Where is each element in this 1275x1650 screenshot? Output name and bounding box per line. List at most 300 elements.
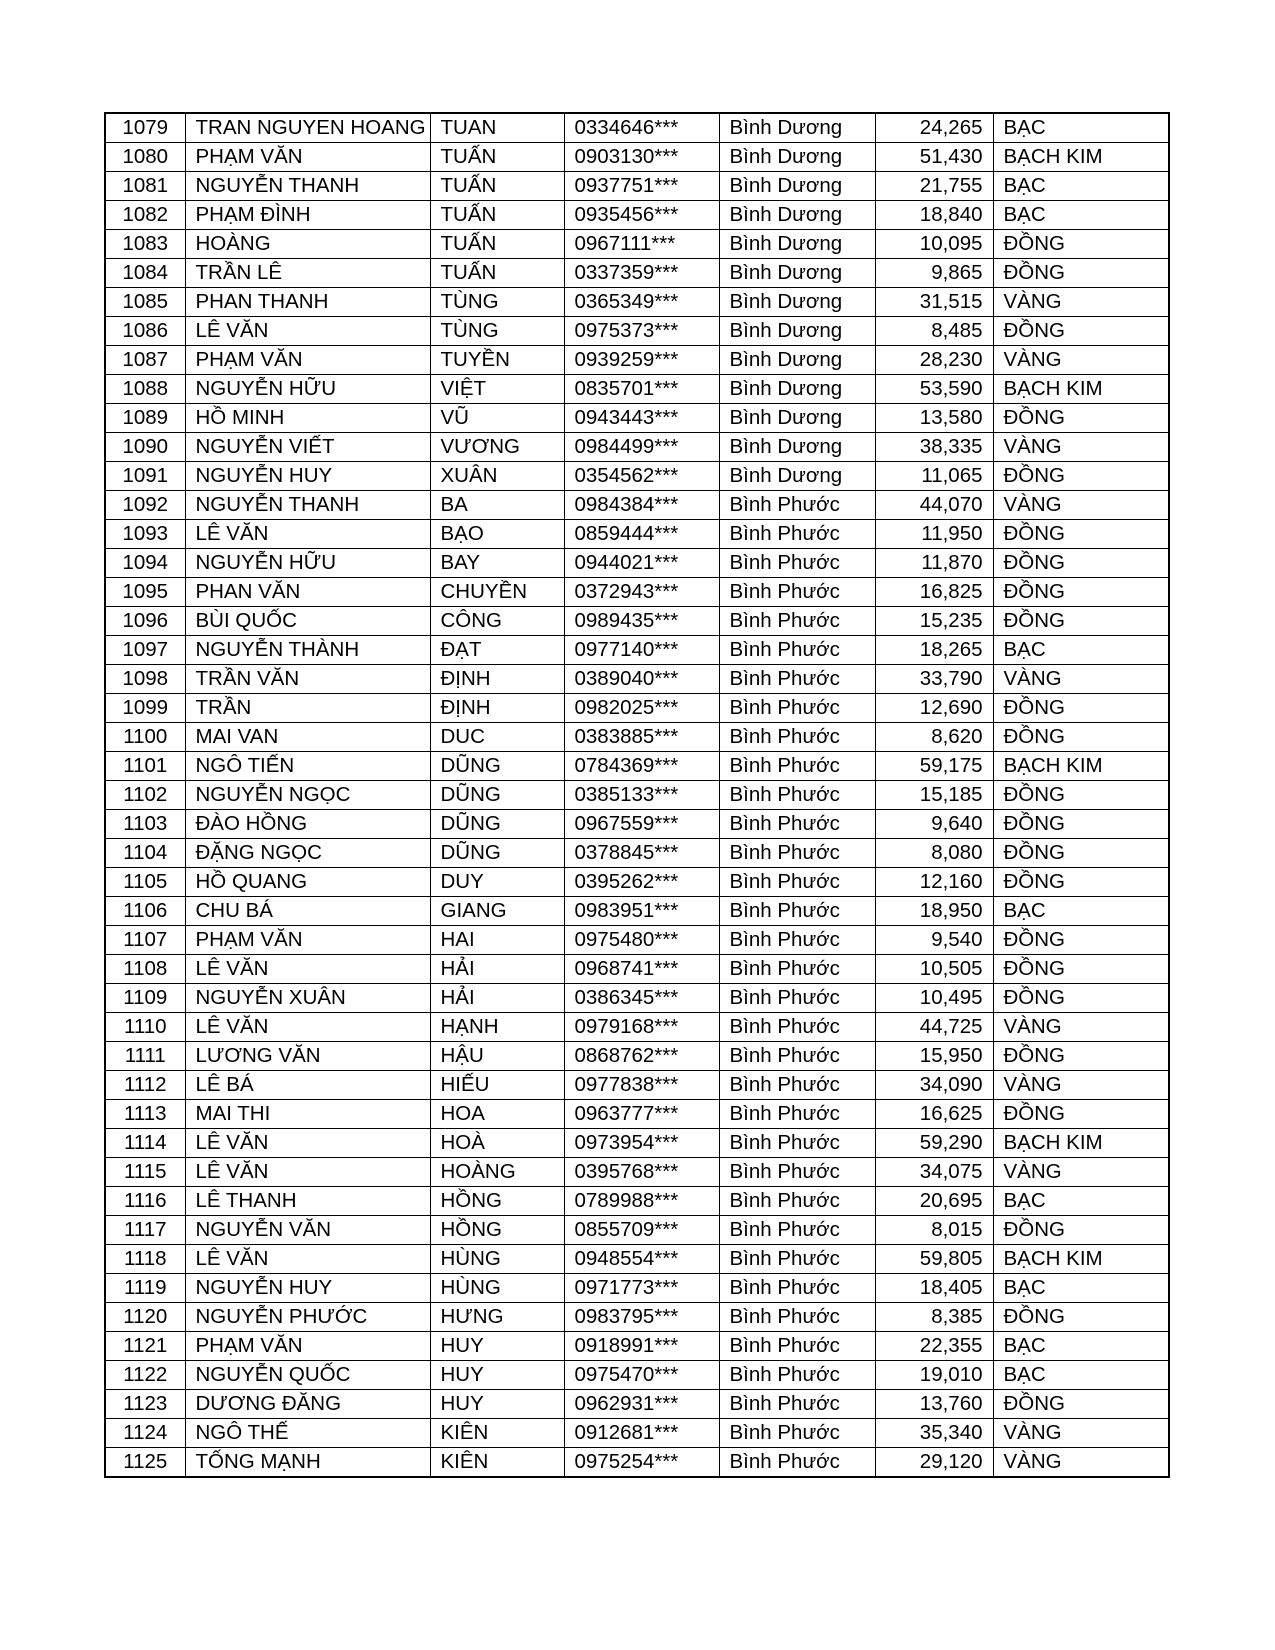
phone-cell: 0395262*** (564, 868, 719, 897)
row-number-cell: 1101 (105, 752, 185, 781)
row-number-cell: 1112 (105, 1071, 185, 1100)
given-name-cell: HẢI (430, 984, 564, 1013)
surname-cell: LÊ VĂN (185, 1245, 430, 1274)
points-cell: 12,160 (875, 868, 993, 897)
phone-cell: 0912681*** (564, 1419, 719, 1448)
surname-cell: NGÔ TIẾN (185, 752, 430, 781)
points-cell: 16,625 (875, 1100, 993, 1129)
phone-cell: 0935456*** (564, 201, 719, 230)
province-cell: Bình Phước (719, 723, 875, 752)
province-cell: Bình Phước (719, 926, 875, 955)
points-cell: 34,075 (875, 1158, 993, 1187)
phone-cell: 0943443*** (564, 404, 719, 433)
given-name-cell: HẠNH (430, 1013, 564, 1042)
row-number-cell: 1116 (105, 1187, 185, 1216)
table-row (105, 1274, 1169, 1303)
row-number-cell: 1100 (105, 723, 185, 752)
phone-cell: 0948554*** (564, 1245, 719, 1274)
points-cell: 44,070 (875, 491, 993, 520)
tier-cell: ĐỒNG (993, 694, 1169, 723)
surname-cell: LÊ VĂN (185, 1158, 430, 1187)
row-number-cell: 1120 (105, 1303, 185, 1332)
given-name-cell: KIÊN (430, 1419, 564, 1448)
table-row (105, 404, 1169, 433)
points-cell: 8,620 (875, 723, 993, 752)
given-name-cell: BA (430, 491, 564, 520)
phone-cell: 0859444*** (564, 520, 719, 549)
surname-cell: LÊ BÁ (185, 1071, 430, 1100)
points-cell: 18,840 (875, 201, 993, 230)
phone-cell: 0868762*** (564, 1042, 719, 1071)
row-number-cell: 1079 (105, 113, 185, 143)
phone-cell: 0977838*** (564, 1071, 719, 1100)
province-cell: Bình Dương (719, 288, 875, 317)
phone-cell: 0903130*** (564, 143, 719, 172)
surname-cell: NGUYỄN HỮU (185, 375, 430, 404)
phone-cell: 0395768*** (564, 1158, 719, 1187)
points-cell: 10,495 (875, 984, 993, 1013)
table-row (105, 636, 1169, 665)
surname-cell: NGUYỄN THANH (185, 172, 430, 201)
points-cell: 28,230 (875, 346, 993, 375)
province-cell: Bình Phước (719, 897, 875, 926)
table-row (105, 1419, 1169, 1448)
surname-cell: LÊ THANH (185, 1187, 430, 1216)
table-row (105, 1332, 1169, 1361)
row-number-cell: 1117 (105, 1216, 185, 1245)
table-row (105, 1245, 1169, 1274)
row-number-cell: 1124 (105, 1419, 185, 1448)
tier-cell: VÀNG (993, 288, 1169, 317)
given-name-cell: DŨNG (430, 752, 564, 781)
surname-cell: ĐÀO HỒNG (185, 810, 430, 839)
given-name-cell: HỒNG (430, 1216, 564, 1245)
points-cell: 15,950 (875, 1042, 993, 1071)
points-cell: 19,010 (875, 1361, 993, 1390)
phone-cell: 0983795*** (564, 1303, 719, 1332)
surname-cell: TỐNG MẠNH (185, 1448, 430, 1478)
points-cell: 16,825 (875, 578, 993, 607)
given-name-cell: DŨNG (430, 781, 564, 810)
given-name-cell: HÙNG (430, 1274, 564, 1303)
surname-cell: NGUYỄN THANH (185, 491, 430, 520)
tier-cell: ĐỒNG (993, 230, 1169, 259)
surname-cell: CHU BÁ (185, 897, 430, 926)
surname-cell: NGUYỄN HUY (185, 462, 430, 491)
tier-cell: VÀNG (993, 1013, 1169, 1042)
phone-cell: 0968741*** (564, 955, 719, 984)
points-cell: 18,265 (875, 636, 993, 665)
given-name-cell: HOA (430, 1100, 564, 1129)
points-cell: 31,515 (875, 288, 993, 317)
tier-cell: BẠCH KIM (993, 375, 1169, 404)
phone-cell: 0989435*** (564, 607, 719, 636)
points-cell: 15,185 (875, 781, 993, 810)
table-row (105, 1013, 1169, 1042)
table-row (105, 346, 1169, 375)
province-cell: Bình Phước (719, 955, 875, 984)
row-number-cell: 1108 (105, 955, 185, 984)
given-name-cell: TUAN (430, 113, 564, 143)
province-cell: Bình Dương (719, 404, 875, 433)
given-name-cell: TUẤN (430, 201, 564, 230)
province-cell: Bình Phước (719, 1448, 875, 1478)
surname-cell: NGUYỄN HỮU (185, 549, 430, 578)
given-name-cell: BẠO (430, 520, 564, 549)
table-row (105, 1303, 1169, 1332)
row-number-cell: 1106 (105, 897, 185, 926)
table-row (105, 1187, 1169, 1216)
given-name-cell: VŨ (430, 404, 564, 433)
given-name-cell: DUC (430, 723, 564, 752)
row-number-cell: 1109 (105, 984, 185, 1013)
given-name-cell: TUYỀN (430, 346, 564, 375)
row-number-cell: 1102 (105, 781, 185, 810)
surname-cell: PHẠM VĂN (185, 143, 430, 172)
province-cell: Bình Phước (719, 1042, 875, 1071)
tier-cell: BẠCH KIM (993, 1129, 1169, 1158)
given-name-cell: TUẤN (430, 172, 564, 201)
points-cell: 51,430 (875, 143, 993, 172)
province-cell: Bình Dương (719, 259, 875, 288)
row-number-cell: 1123 (105, 1390, 185, 1419)
table-row (105, 868, 1169, 897)
surname-cell: PHAN VĂN (185, 578, 430, 607)
given-name-cell: VƯƠNG (430, 433, 564, 462)
given-name-cell: HOÀ (430, 1129, 564, 1158)
row-number-cell: 1088 (105, 375, 185, 404)
tier-cell: ĐỒNG (993, 868, 1169, 897)
surname-cell: NGUYỄN NGỌC (185, 781, 430, 810)
points-cell: 8,015 (875, 1216, 993, 1245)
surname-cell: NGÔ THẾ (185, 1419, 430, 1448)
surname-cell: BÙI QUỐC (185, 607, 430, 636)
phone-cell: 0334646*** (564, 113, 719, 143)
province-cell: Bình Phước (719, 1129, 875, 1158)
surname-cell: LÊ VĂN (185, 955, 430, 984)
row-number-cell: 1089 (105, 404, 185, 433)
given-name-cell: HUY (430, 1332, 564, 1361)
surname-cell: TRAN NGUYEN HOANG (185, 113, 430, 143)
row-number-cell: 1118 (105, 1245, 185, 1274)
surname-cell: TRẦN LÊ (185, 259, 430, 288)
tier-cell: VÀNG (993, 346, 1169, 375)
province-cell: Bình Phước (719, 694, 875, 723)
table-row (105, 143, 1169, 172)
surname-cell: MAI VAN (185, 723, 430, 752)
province-cell: Bình Phước (719, 1158, 875, 1187)
given-name-cell: TUẤN (430, 143, 564, 172)
phone-cell: 0979168*** (564, 1013, 719, 1042)
phone-cell: 0971773*** (564, 1274, 719, 1303)
given-name-cell: HẬU (430, 1042, 564, 1071)
province-cell: Bình Phước (719, 491, 875, 520)
province-cell: Bình Phước (719, 1100, 875, 1129)
tier-cell: BẠC (993, 636, 1169, 665)
tier-cell: BẠCH KIM (993, 1245, 1169, 1274)
table-row (105, 810, 1169, 839)
surname-cell: TRẦN (185, 694, 430, 723)
given-name-cell: HIẾU (430, 1071, 564, 1100)
row-number-cell: 1094 (105, 549, 185, 578)
tier-cell: VÀNG (993, 491, 1169, 520)
table-row (105, 984, 1169, 1013)
province-cell: Bình Phước (719, 1274, 875, 1303)
given-name-cell: CHUYỀN (430, 578, 564, 607)
phone-cell: 0378845*** (564, 839, 719, 868)
table-row (105, 955, 1169, 984)
table-row (105, 259, 1169, 288)
province-cell: Bình Dương (719, 346, 875, 375)
province-cell: Bình Phước (719, 839, 875, 868)
tier-cell: VÀNG (993, 665, 1169, 694)
table-row (105, 607, 1169, 636)
surname-cell: PHẠM ĐÌNH (185, 201, 430, 230)
surname-cell: PHẠM VĂN (185, 1332, 430, 1361)
table-row (105, 172, 1169, 201)
given-name-cell: DŨNG (430, 810, 564, 839)
tier-cell: BẠC (993, 1187, 1169, 1216)
province-cell: Bình Dương (719, 317, 875, 346)
surname-cell: NGUYỄN PHƯỚC (185, 1303, 430, 1332)
phone-cell: 0385133*** (564, 781, 719, 810)
phone-cell: 0982025*** (564, 694, 719, 723)
points-cell: 12,690 (875, 694, 993, 723)
province-cell: Bình Phước (719, 520, 875, 549)
province-cell: Bình Dương (719, 172, 875, 201)
phone-cell: 0975373*** (564, 317, 719, 346)
table-row (105, 1100, 1169, 1129)
row-number-cell: 1095 (105, 578, 185, 607)
table-row (105, 375, 1169, 404)
points-cell: 15,235 (875, 607, 993, 636)
tier-cell: ĐỒNG (993, 1303, 1169, 1332)
phone-cell: 0944021*** (564, 549, 719, 578)
province-cell: Bình Phước (719, 810, 875, 839)
surname-cell: NGUYỄN THÀNH (185, 636, 430, 665)
phone-cell: 0984499*** (564, 433, 719, 462)
tier-cell: BẠC (993, 1361, 1169, 1390)
province-cell: Bình Phước (719, 1303, 875, 1332)
given-name-cell: TUẤN (430, 259, 564, 288)
tier-cell: ĐỒNG (993, 1216, 1169, 1245)
table-row (105, 549, 1169, 578)
surname-cell: NGUYỄN HUY (185, 1274, 430, 1303)
province-cell: Bình Phước (719, 1216, 875, 1245)
tier-cell: BẠCH KIM (993, 143, 1169, 172)
row-number-cell: 1085 (105, 288, 185, 317)
points-cell: 9,865 (875, 259, 993, 288)
points-cell: 34,090 (875, 1071, 993, 1100)
surname-cell: PHẠM VĂN (185, 346, 430, 375)
given-name-cell: DUY (430, 868, 564, 897)
points-cell: 35,340 (875, 1419, 993, 1448)
member-table (104, 112, 1170, 1478)
points-cell: 13,580 (875, 404, 993, 433)
table-row (105, 491, 1169, 520)
given-name-cell: HUY (430, 1361, 564, 1390)
phone-cell: 0383885*** (564, 723, 719, 752)
tier-cell: ĐỒNG (993, 984, 1169, 1013)
row-number-cell: 1121 (105, 1332, 185, 1361)
row-number-cell: 1113 (105, 1100, 185, 1129)
surname-cell: LƯƠNG VĂN (185, 1042, 430, 1071)
row-number-cell: 1096 (105, 607, 185, 636)
surname-cell: HOÀNG (185, 230, 430, 259)
phone-cell: 0939259*** (564, 346, 719, 375)
phone-cell: 0975470*** (564, 1361, 719, 1390)
given-name-cell: HOÀNG (430, 1158, 564, 1187)
table-row (105, 1390, 1169, 1419)
row-number-cell: 1107 (105, 926, 185, 955)
table-row (105, 897, 1169, 926)
given-name-cell: VIỆT (430, 375, 564, 404)
tier-cell: ĐỒNG (993, 781, 1169, 810)
province-cell: Bình Dương (719, 230, 875, 259)
province-cell: Bình Phước (719, 1419, 875, 1448)
province-cell: Bình Phước (719, 1390, 875, 1419)
surname-cell: PHAN THANH (185, 288, 430, 317)
row-number-cell: 1119 (105, 1274, 185, 1303)
province-cell: Bình Dương (719, 375, 875, 404)
points-cell: 18,950 (875, 897, 993, 926)
table-row (105, 1129, 1169, 1158)
row-number-cell: 1090 (105, 433, 185, 462)
province-cell: Bình Phước (719, 1013, 875, 1042)
document-page (104, 112, 1168, 1478)
table-row (105, 752, 1169, 781)
given-name-cell: GIANG (430, 897, 564, 926)
points-cell: 21,755 (875, 172, 993, 201)
province-cell: Bình Dương (719, 433, 875, 462)
points-cell: 33,790 (875, 665, 993, 694)
row-number-cell: 1080 (105, 143, 185, 172)
row-number-cell: 1105 (105, 868, 185, 897)
points-cell: 20,695 (875, 1187, 993, 1216)
phone-cell: 0973954*** (564, 1129, 719, 1158)
given-name-cell: DŨNG (430, 839, 564, 868)
phone-cell: 0372943*** (564, 578, 719, 607)
row-number-cell: 1098 (105, 665, 185, 694)
given-name-cell: HƯNG (430, 1303, 564, 1332)
points-cell: 18,405 (875, 1274, 993, 1303)
row-number-cell: 1103 (105, 810, 185, 839)
table-row (105, 694, 1169, 723)
phone-cell: 0365349*** (564, 288, 719, 317)
province-cell: Bình Phước (719, 549, 875, 578)
points-cell: 59,805 (875, 1245, 993, 1274)
points-cell: 44,725 (875, 1013, 993, 1042)
province-cell: Bình Phước (719, 1187, 875, 1216)
phone-cell: 0977140*** (564, 636, 719, 665)
tier-cell: BẠC (993, 897, 1169, 926)
tier-cell: ĐỒNG (993, 1100, 1169, 1129)
phone-cell: 0389040*** (564, 665, 719, 694)
province-cell: Bình Phước (719, 1332, 875, 1361)
tier-cell: VÀNG (993, 1419, 1169, 1448)
row-number-cell: 1084 (105, 259, 185, 288)
row-number-cell: 1097 (105, 636, 185, 665)
row-number-cell: 1081 (105, 172, 185, 201)
table-row (105, 665, 1169, 694)
points-cell: 53,590 (875, 375, 993, 404)
given-name-cell: TUẤN (430, 230, 564, 259)
province-cell: Bình Phước (719, 984, 875, 1013)
surname-cell: ĐẶNG NGỌC (185, 839, 430, 868)
phone-cell: 0918991*** (564, 1332, 719, 1361)
tier-cell: ĐỒNG (993, 607, 1169, 636)
phone-cell: 0784369*** (564, 752, 719, 781)
tier-cell: BẠC (993, 172, 1169, 201)
table-row (105, 926, 1169, 955)
tier-cell: ĐỒNG (993, 462, 1169, 491)
table-row (105, 230, 1169, 259)
points-cell: 9,540 (875, 926, 993, 955)
table-row (105, 1042, 1169, 1071)
given-name-cell: HUY (430, 1390, 564, 1419)
table-row (105, 723, 1169, 752)
points-cell: 10,505 (875, 955, 993, 984)
tier-cell: VÀNG (993, 433, 1169, 462)
surname-cell: DƯƠNG ĐĂNG (185, 1390, 430, 1419)
points-cell: 13,760 (875, 1390, 993, 1419)
tier-cell: BẠCH KIM (993, 752, 1169, 781)
points-cell: 11,950 (875, 520, 993, 549)
given-name-cell: CÔNG (430, 607, 564, 636)
phone-cell: 0789988*** (564, 1187, 719, 1216)
table-row (105, 1216, 1169, 1245)
surname-cell: NGUYỄN XUÂN (185, 984, 430, 1013)
tier-cell: ĐỒNG (993, 404, 1169, 433)
given-name-cell: HAI (430, 926, 564, 955)
phone-cell: 0984384*** (564, 491, 719, 520)
surname-cell: LÊ VĂN (185, 317, 430, 346)
tier-cell: ĐỒNG (993, 520, 1169, 549)
points-cell: 11,870 (875, 549, 993, 578)
row-number-cell: 1086 (105, 317, 185, 346)
province-cell: Bình Phước (719, 752, 875, 781)
table-row (105, 288, 1169, 317)
tier-cell: BẠC (993, 201, 1169, 230)
points-cell: 8,485 (875, 317, 993, 346)
tier-cell: ĐỒNG (993, 723, 1169, 752)
tier-cell: BẠC (993, 1274, 1169, 1303)
province-cell: Bình Phước (719, 1361, 875, 1390)
given-name-cell: HÙNG (430, 1245, 564, 1274)
phone-cell: 0937751*** (564, 172, 719, 201)
table-row (105, 1158, 1169, 1187)
phone-cell: 0975254*** (564, 1448, 719, 1478)
given-name-cell: ĐỊNH (430, 665, 564, 694)
tier-cell: BẠC (993, 1332, 1169, 1361)
row-number-cell: 1110 (105, 1013, 185, 1042)
points-cell: 11,065 (875, 462, 993, 491)
given-name-cell: TÙNG (430, 288, 564, 317)
row-number-cell: 1091 (105, 462, 185, 491)
points-cell: 29,120 (875, 1448, 993, 1478)
row-number-cell: 1099 (105, 694, 185, 723)
tier-cell: ĐỒNG (993, 549, 1169, 578)
surname-cell: HỒ MINH (185, 404, 430, 433)
province-cell: Bình Dương (719, 462, 875, 491)
phone-cell: 0975480*** (564, 926, 719, 955)
row-number-cell: 1115 (105, 1158, 185, 1187)
given-name-cell: HỒNG (430, 1187, 564, 1216)
tier-cell: VÀNG (993, 1158, 1169, 1187)
points-cell: 59,175 (875, 752, 993, 781)
tier-cell: BẠC (993, 113, 1169, 143)
row-number-cell: 1125 (105, 1448, 185, 1478)
